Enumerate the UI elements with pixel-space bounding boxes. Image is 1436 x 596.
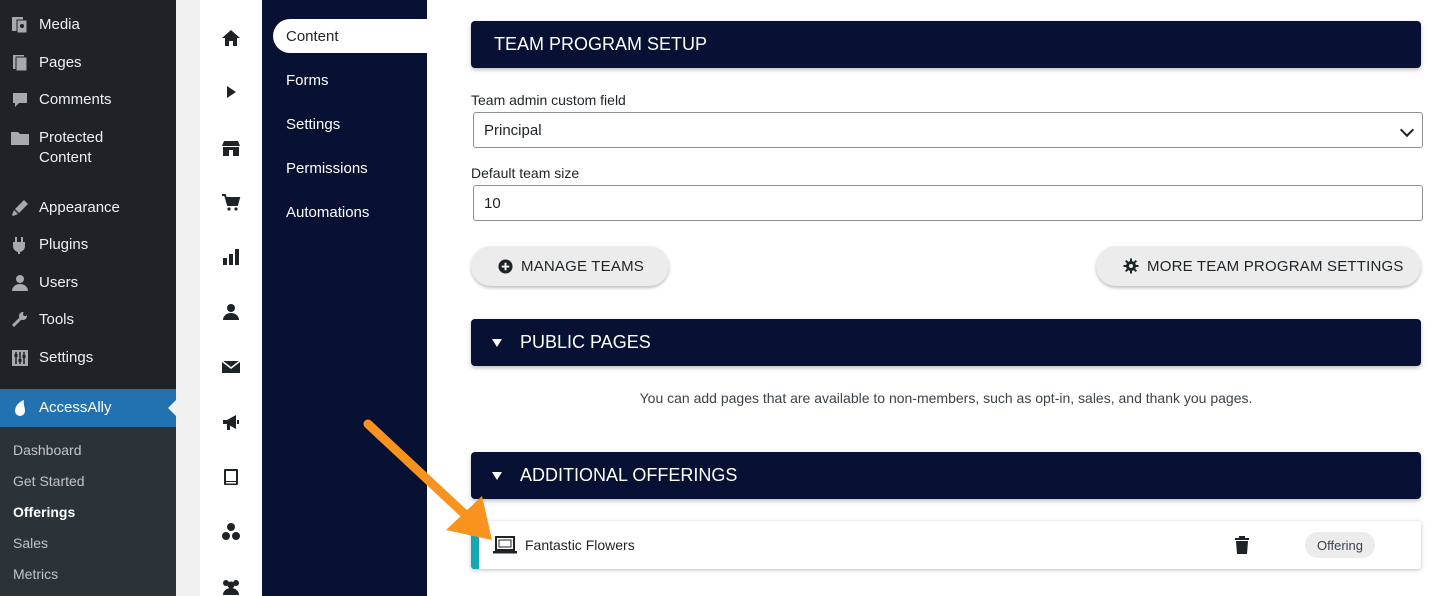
wp-submenu-offerings[interactable]: Offerings [13, 504, 76, 520]
accessally-section-nav [262, 0, 427, 596]
wp-menu-label: Tools [39, 311, 75, 328]
accessally-logo-icon [8, 398, 32, 418]
wp-menu-label: Settings [39, 349, 94, 366]
bar-chart-icon[interactable] [219, 245, 243, 269]
person-icon[interactable] [219, 300, 243, 324]
wp-menu-media[interactable] [0, 15, 176, 35]
megaphone-icon[interactable] [219, 410, 243, 434]
folder-icon [8, 128, 32, 148]
button-label: MORE TEAM PROGRAM SETTINGS [1147, 257, 1404, 275]
section-title: TEAM PROGRAM SETUP [494, 34, 708, 54]
settings-sliders-icon [8, 348, 32, 368]
wp-menu-label: Appearance [39, 199, 120, 216]
appearance-brush-icon [8, 198, 32, 218]
tab-forms[interactable]: Forms [286, 71, 329, 89]
wp-admin-sidebar [0, 0, 176, 596]
select-value: Principal [484, 121, 542, 139]
section-title: PUBLIC PAGES [520, 332, 651, 352]
offering-title: Fantastic Flowers [525, 537, 635, 553]
plus-circle-icon [498, 259, 513, 274]
input-value: 10 [484, 194, 501, 212]
chevron-down-icon [1400, 123, 1414, 137]
button-label: MANAGE TEAMS [521, 257, 644, 275]
store-icon[interactable] [219, 136, 243, 160]
media-icon [8, 15, 32, 35]
offering-type-badge: Offering [1305, 532, 1375, 558]
tab-settings[interactable]: Settings [286, 115, 341, 133]
wp-menu-users[interactable] [0, 273, 176, 293]
wp-submenu-get-started[interactable]: Get Started [13, 473, 85, 489]
cart-icon[interactable] [219, 190, 243, 214]
wp-submenu [0, 427, 176, 596]
wp-submenu-sales[interactable]: Sales [13, 535, 49, 551]
additional-offerings-header[interactable] [471, 452, 1421, 499]
team-admin-custom-field-select[interactable] [473, 112, 1423, 148]
tab-automations[interactable]: Automations [286, 203, 370, 221]
plugins-icon [8, 235, 32, 255]
accessally-icon-rail [200, 0, 262, 596]
wp-menu-tools[interactable] [0, 310, 176, 330]
wp-menu-label: Comments [39, 91, 112, 108]
more-team-program-settings-button[interactable] [1096, 246, 1421, 286]
comments-icon [8, 90, 32, 110]
sidebar-gap [176, 0, 200, 596]
caret-down-icon [492, 472, 502, 480]
main-content [427, 0, 1436, 596]
team-program-setup-header [471, 21, 1421, 68]
wp-menu-label: Pages [39, 54, 82, 71]
play-icon[interactable] [219, 80, 243, 104]
trash-icon[interactable] [1232, 535, 1252, 555]
wp-menu-label: Media [39, 16, 80, 33]
wp-menu-plugins[interactable] [0, 235, 176, 255]
caret-down-icon [492, 339, 502, 347]
book-icon[interactable] [219, 465, 243, 489]
tab-permissions[interactable]: Permissions [286, 159, 368, 177]
tools-wrench-icon [8, 310, 32, 330]
envelope-icon[interactable] [219, 355, 243, 379]
wp-menu-settings[interactable] [0, 348, 176, 368]
wp-menu-label: AccessAlly [39, 399, 112, 416]
manage-teams-button[interactable] [471, 246, 669, 286]
laptop-icon [493, 535, 517, 555]
offering-card[interactable] [471, 521, 1421, 569]
wp-submenu-metrics[interactable]: Metrics [13, 566, 59, 582]
wp-menu-appearance[interactable] [0, 198, 176, 218]
wp-submenu-dashboard[interactable]: Dashboard [13, 442, 82, 458]
team-size-label: Default team size [471, 165, 580, 181]
default-team-size-input[interactable] [473, 185, 1423, 221]
wp-menu-accessally[interactable] [0, 389, 176, 427]
section-title: ADDITIONAL OFFERINGS [520, 465, 738, 485]
home-icon[interactable] [219, 26, 243, 50]
gear-icon [1123, 258, 1139, 274]
wp-menu-label: Plugins [39, 236, 89, 253]
current-menu-notch [168, 400, 176, 416]
public-pages-info: You can add pages that are available to non-members, such as opt-in, sales, and thank you pages. [639, 390, 1253, 406]
circles-icon[interactable] [219, 520, 243, 544]
wp-menu-label: Users [39, 274, 79, 291]
wp-menu-label: Protected Content [39, 129, 104, 166]
wp-menu-pages[interactable] [0, 53, 176, 73]
users-icon [8, 273, 32, 293]
custom-field-label: Team admin custom field [471, 92, 626, 108]
public-pages-header[interactable] [471, 319, 1421, 366]
tab-content[interactable]: Content [273, 19, 427, 53]
pages-icon [8, 53, 32, 73]
wp-menu-protected-content[interactable] [0, 128, 176, 168]
group-icon[interactable] [219, 575, 243, 596]
wp-menu-comments[interactable] [0, 90, 176, 110]
